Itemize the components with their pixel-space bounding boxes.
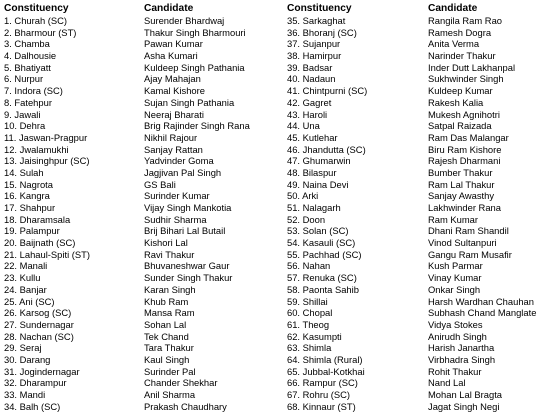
candidate-cell: Kishori Lal xyxy=(144,237,188,249)
candidate-cell: Kaul Singh xyxy=(144,353,190,365)
table-row xyxy=(287,214,558,226)
candidate-cell: Harsh Wardhan Chauhan xyxy=(428,295,534,307)
table-row xyxy=(4,377,286,389)
candidate-cell: Ramesh Dogra xyxy=(428,26,492,38)
table-row xyxy=(287,307,558,319)
candidate-cell: Rakesh Kalia xyxy=(428,96,484,108)
candidate-cell: Sukhwinder Singh xyxy=(428,73,504,85)
table-row xyxy=(4,120,286,132)
candidate-cell: Lakhwinder Rana xyxy=(428,202,501,213)
table-row xyxy=(287,260,558,272)
table-row xyxy=(4,38,286,50)
candidate-cell: Harish Janartha xyxy=(428,342,495,354)
constituency-cell: 38. Hamirpur xyxy=(287,50,342,62)
constituency-cell: 51. Nalagarh xyxy=(287,202,341,213)
table-row xyxy=(287,144,558,156)
table-row xyxy=(287,319,558,331)
candidate-cell: Kuldeep Singh Pathania xyxy=(144,61,245,73)
constituency-cell: 3. Chamba xyxy=(4,38,50,50)
constituency-cell: 2. Bharmour (ST) xyxy=(4,26,77,38)
constituency-cell: 23. Kullu xyxy=(4,272,41,284)
candidate-cell: Tek Chand xyxy=(144,330,189,342)
candidate-cell: Ram Das Malangar xyxy=(428,131,509,143)
table-row xyxy=(287,27,558,39)
constituency-cell: 65. Jubbal-Kotkhai xyxy=(287,365,365,377)
constituency-cell: 61. Theog xyxy=(287,318,330,330)
constituency-cell: 35. Sarkaghat xyxy=(287,15,346,26)
constituency-cell: 1. Churah (SC) xyxy=(4,15,68,26)
constituency-cell: 11. Jaswan-Pragpur xyxy=(4,131,88,143)
candidate-cell: Sohan Lal xyxy=(144,318,187,330)
candidate-cell: Chander Shekhar xyxy=(144,377,218,389)
constituency-cell: 21. Lahaul-Spiti (ST) xyxy=(4,248,90,260)
table-row xyxy=(4,73,286,85)
table-header xyxy=(4,3,286,15)
candidate-cell: Brij Bihari Lal Butail xyxy=(144,225,226,237)
constituency-cell: 28. Nachan (SC) xyxy=(4,330,74,342)
constituency-cell: 33. Mandi xyxy=(4,389,46,400)
constituency-cell: 60. Chopal xyxy=(287,307,333,319)
candidate-cell: Inder Dutt Lakhanpal xyxy=(428,61,516,73)
table-row xyxy=(287,272,558,284)
constituency-cell: 54. Kasauli (SC) xyxy=(287,237,356,249)
table-row xyxy=(4,260,286,272)
constituency-cell: 9. Jawali xyxy=(4,108,41,120)
constituency-cell: 68. Kinnaur (ST) xyxy=(287,400,356,412)
table-row xyxy=(4,237,286,249)
table-row xyxy=(287,73,558,85)
table-row xyxy=(4,190,286,202)
constituency-cell: 37. Sujanpur xyxy=(287,38,341,50)
constituency-cell: 25. Ani (SC) xyxy=(4,295,55,307)
candidate-cell: Anita Verma xyxy=(428,38,480,50)
candidate-cell: Neeraj Bharati xyxy=(144,108,204,120)
constituency-cell: 52. Doon xyxy=(287,213,326,225)
table-row xyxy=(4,284,286,296)
candidate-cell: Anirudh Singh xyxy=(428,330,487,342)
candidate-cell: Sudhir Sharma xyxy=(144,213,207,225)
constituency-cell: 48. Bilaspur xyxy=(287,166,337,178)
table-row xyxy=(4,225,286,237)
candidate-cell: Onkar Singh xyxy=(428,283,481,295)
table-row xyxy=(287,249,558,261)
table-row xyxy=(287,342,558,354)
constituency-cell: 44. Una xyxy=(287,120,320,132)
table-row xyxy=(4,15,286,27)
left-table xyxy=(4,3,286,412)
table-row xyxy=(287,401,558,412)
right-table xyxy=(287,3,558,412)
candidate-cell: Gangu Ram Musafir xyxy=(428,248,512,260)
constituency-cell: 30. Darang xyxy=(4,353,51,365)
constituency-cell: 42. Gagret xyxy=(287,96,332,108)
candidate-cell: Tara Thakur xyxy=(144,342,194,354)
table-row xyxy=(4,272,286,284)
candidate-cell: Anil Sharma xyxy=(144,389,196,400)
table-row xyxy=(4,27,286,39)
candidate-cell: Bumber Thakur xyxy=(428,166,493,178)
candidate-cell: Asha Kumari xyxy=(144,50,198,62)
table-row xyxy=(4,401,286,412)
table-row xyxy=(4,62,286,74)
table-row xyxy=(287,120,558,132)
constituency-cell: 62. Kasumpti xyxy=(287,330,342,342)
table-row xyxy=(4,249,286,261)
candidate-cell: Ravi Thakur xyxy=(144,248,195,260)
table-row xyxy=(287,179,558,191)
constituency-cell: 20. Baijnath (SC) xyxy=(4,237,76,249)
candidate-cell: Bhuvaneshwar Gaur xyxy=(144,260,230,272)
constituency-cell: 19. Palampur xyxy=(4,225,60,237)
constituency-cell: 31. Jogindernagar xyxy=(4,365,80,377)
table-row xyxy=(4,155,286,167)
table-row xyxy=(4,179,286,191)
candidate-cell: Surinder Pal xyxy=(144,365,196,377)
candidate-cell: Rangila Ram Rao xyxy=(428,15,502,26)
table-row xyxy=(4,214,286,226)
candidate-cell: Jagat Singh Negi xyxy=(428,400,500,412)
candidate-cell: Vinod Sultanpuri xyxy=(428,237,497,249)
left-rows xyxy=(4,15,286,412)
candidate-cell: Ram Kumar xyxy=(428,213,479,225)
candidate-cell: GS Bali xyxy=(144,178,176,190)
candidate-header: Candidate xyxy=(428,3,478,14)
table-row xyxy=(4,144,286,156)
constituency-cell: 39. Badsar xyxy=(287,61,333,73)
constituency-cell: 43. Haroli xyxy=(287,108,328,120)
constituency-cell: 64. Shimla (Rural) xyxy=(287,353,363,365)
constituency-cell: 67. Rohru (SC) xyxy=(287,389,351,400)
candidate-cell: Mukesh Agnihotri xyxy=(428,108,500,120)
right-rows xyxy=(287,15,558,412)
table-row xyxy=(287,331,558,343)
candidate-cell: Virbhadra Singh xyxy=(428,353,496,365)
table-row xyxy=(287,97,558,109)
constituency-cell: 57. Renuka (SC) xyxy=(287,272,357,284)
candidate-cell: Ajay Mahajan xyxy=(144,73,201,85)
candidate-cell: Khub Ram xyxy=(144,295,189,307)
constituency-cell: 18. Dharamsala xyxy=(4,213,71,225)
candidate-cell: Prakash Chaudhary xyxy=(144,400,227,412)
constituency-cell: 27. Sundernagar xyxy=(4,318,74,330)
constituency-cell: 41. Chintpurni (SC) xyxy=(287,85,368,97)
constituency-cell: 6. Nurpur xyxy=(4,73,44,85)
table-row xyxy=(287,38,558,50)
constituency-cell: 29. Seraj xyxy=(4,342,42,354)
candidate-cell: Ram Lal Thakur xyxy=(428,178,495,190)
constituency-cell: 17. Shahpur xyxy=(4,202,56,213)
candidate-cell: Surinder Kumar xyxy=(144,190,210,202)
table-row xyxy=(287,284,558,296)
table-row xyxy=(4,50,286,62)
constituency-cell: 22. Manali xyxy=(4,260,48,272)
constituency-cell: 58. Paonta Sahib xyxy=(287,283,359,295)
constituency-cell: 4. Dalhousie xyxy=(4,50,57,62)
table-row xyxy=(4,319,286,331)
candidate-cell: Thakur Singh Bharmouri xyxy=(144,26,246,38)
candidate-cell: Vijay Singh Mankotia xyxy=(144,202,232,213)
constituency-cell: 49. Naina Devi xyxy=(287,178,349,190)
candidate-cell: Nikhil Rajour xyxy=(144,131,198,143)
constituency-cell: 66. Rampur (SC) xyxy=(287,377,358,389)
constituency-cell: 14. Sulah xyxy=(4,166,44,178)
table-row xyxy=(287,296,558,308)
candidate-cell: Subhash Chand Manglate xyxy=(428,307,537,319)
constituency-cell: 24. Banjar xyxy=(4,283,47,295)
table-row xyxy=(287,50,558,62)
table-row xyxy=(4,202,286,214)
candidate-cell: Satpal Raizada xyxy=(428,120,492,132)
candidate-cell: Dhani Ram Shandil xyxy=(428,225,509,237)
candidate-cell: Rohit Thakur xyxy=(428,365,482,377)
table-row xyxy=(287,366,558,378)
constituency-header: Constituency xyxy=(4,3,69,14)
table-row xyxy=(287,237,558,249)
table-row xyxy=(4,342,286,354)
table-row xyxy=(287,225,558,237)
table-row xyxy=(287,132,558,144)
table-row xyxy=(287,85,558,97)
candidate-cell: Vinay Kumar xyxy=(428,272,482,284)
table-row xyxy=(287,190,558,202)
constituency-cell: 32. Dharampur xyxy=(4,377,67,389)
table-row xyxy=(287,354,558,366)
constituency-cell: 5. Bhatiyatt xyxy=(4,61,51,73)
table-row xyxy=(4,354,286,366)
constituency-cell: 50. Arki xyxy=(287,190,319,202)
table-row xyxy=(287,377,558,389)
candidate-cell: Kush Parmar xyxy=(428,260,483,272)
candidate-cell: Jagjivan Pal Singh xyxy=(144,166,222,178)
constituency-cell: 13. Jaisinghpur (SC) xyxy=(4,155,90,167)
table-row xyxy=(287,15,558,27)
candidate-cell: Karan Singh xyxy=(144,283,196,295)
constituency-header: Constituency xyxy=(287,3,352,14)
table-header xyxy=(287,3,558,15)
candidate-cell: Rajesh Dharmani xyxy=(428,155,501,167)
table-row xyxy=(287,109,558,121)
constituency-cell: 10. Dehra xyxy=(4,120,46,132)
constituency-cell: 56. Nahan xyxy=(287,260,331,272)
constituency-cell: 12. Jwalamukhi xyxy=(4,143,69,155)
candidate-cell: Narinder Thakur xyxy=(428,50,496,62)
constituency-cell: 15. Nagrota xyxy=(4,178,53,190)
table-row xyxy=(4,307,286,319)
constituency-cell: 46. Jhandutta (SC) xyxy=(287,143,366,155)
constituency-cell: 26. Karsog (SC) xyxy=(4,307,72,319)
table-row xyxy=(4,167,286,179)
table-row xyxy=(4,366,286,378)
table-row xyxy=(287,202,558,214)
constituency-cell: 55. Pachhad (SC) xyxy=(287,248,362,260)
candidate-cell: Kamal Kishore xyxy=(144,85,205,97)
candidate-cell: Pawan Kumar xyxy=(144,38,203,50)
candidate-cell: Sanjay Awasthy xyxy=(428,190,495,202)
candidate-cell: Sujan Singh Pathania xyxy=(144,96,235,108)
table-row xyxy=(4,132,286,144)
table-row xyxy=(287,167,558,179)
candidate-cell: Biru Ram Kishore xyxy=(428,143,502,155)
table-row xyxy=(287,389,558,401)
constituency-cell: 16. Kangra xyxy=(4,190,50,202)
constituency-cell: 47. Ghumarwin xyxy=(287,155,351,167)
table-row xyxy=(4,331,286,343)
table-row xyxy=(4,296,286,308)
candidate-header: Candidate xyxy=(144,3,194,14)
candidate-cell: Surender Bhardwaj xyxy=(144,15,225,26)
constituency-cell: 45. Kutlehar xyxy=(287,131,338,143)
constituency-cell: 63. Shimla xyxy=(287,342,332,354)
candidate-cell: Yadvinder Goma xyxy=(144,155,214,167)
constituency-cell: 53. Solan (SC) xyxy=(287,225,349,237)
candidate-cell: Vidya Stokes xyxy=(428,318,483,330)
table-row xyxy=(4,389,286,401)
candidate-cell: Kuldeep Kumar xyxy=(428,85,493,97)
candidate-cell: Brig Rajinder Singh Rana xyxy=(144,120,250,132)
candidate-cell: Mohan Lal Bragta xyxy=(428,389,503,400)
constituency-cell: 34. Balh (SC) xyxy=(4,400,61,412)
candidate-cell: Sanjay Rattan xyxy=(144,143,203,155)
constituency-cell: 36. Bhoranj (SC) xyxy=(287,26,357,38)
table-row xyxy=(4,85,286,97)
table-row xyxy=(287,155,558,167)
candidate-cell: Sunder Singh Thakur xyxy=(144,272,233,284)
table-row xyxy=(4,97,286,109)
table-row xyxy=(4,109,286,121)
table-row xyxy=(287,62,558,74)
constituency-cell: 40. Nadaun xyxy=(287,73,336,85)
constituency-cell: 7. Indora (SC) xyxy=(4,85,63,97)
candidate-cell: Mansa Ram xyxy=(144,307,195,319)
constituency-cell: 8. Fatehpur xyxy=(4,96,52,108)
candidate-cell: Nand Lal xyxy=(428,377,466,389)
constituency-cell: 59. Shillai xyxy=(287,295,328,307)
